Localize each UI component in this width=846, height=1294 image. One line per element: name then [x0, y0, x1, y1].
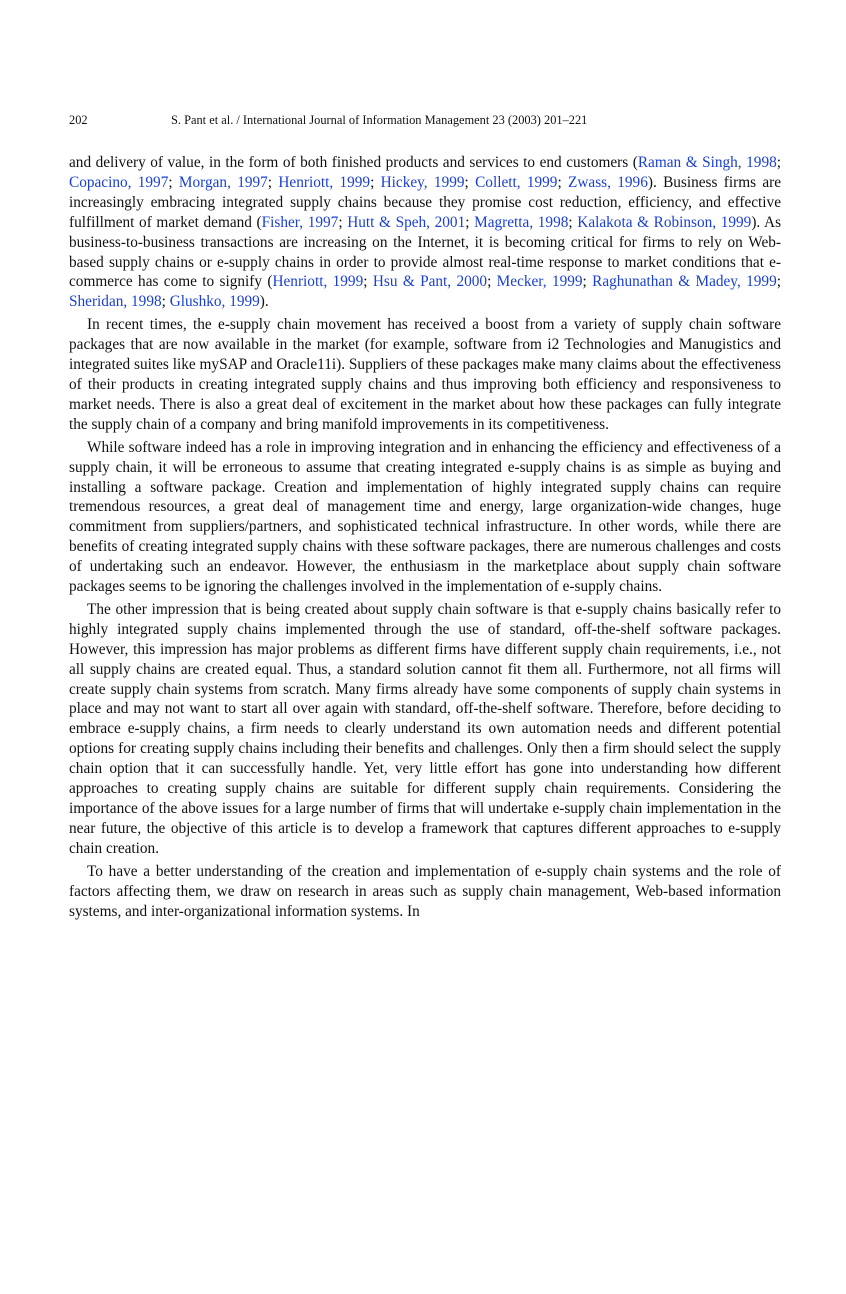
paragraph-text: ;: [568, 213, 578, 231]
paragraph-text: ). As business-to-business transactions are increasing on the Internet, it is becoming critical for firms to rely on Web-based supply chains or e-supply chains in order to provide almost real-time response to market conditions that e-commerce has come to signify (: [69, 213, 782, 291]
paragraph: [69, 315, 781, 434]
paragraph-text: ). Business firms are increasingly embracing integrated supply chains because they promise cost reduction, efficiency, and effective fulfillment of market demand (: [69, 173, 782, 231]
paragraph-text: To have a better understanding of the creation and implementation of e-supply chain systems and the role of factors affecting them, we draw on research in areas such as supply chain management, Web-based information systems, and inter-organizational information systems. In: [69, 862, 781, 920]
citation-link[interactable]: Raghunathan & Madey, 1999: [592, 273, 777, 291]
citation-link[interactable]: Hutt & Speh, 2001: [347, 213, 466, 231]
paragraph: [69, 153, 781, 312]
paragraph-text: ;: [557, 173, 569, 191]
paragraph-text: ).: [259, 293, 269, 311]
citation-link[interactable]: Glushko, 1999: [169, 293, 260, 311]
citation-link[interactable]: Henriott, 1999: [272, 273, 364, 291]
paragraph-text: In recent times, the e-supply chain movement has received a boost from a variety of supply chain software packages that are now available in the market (for example, software from i2 Technologies and Manugistics and integrated suites like mySAP and Oracle11i). Suppliers of these packages make many claims about the effectiveness of their products in creating integrated supply chains and thus improving both efficiency and responsiveness to market needs. There is also a great deal of excitement in the market about how these packages can fully integrate the supply chain of a company and bring manifold improvements in its competitiveness.: [69, 316, 781, 433]
paragraph-text: ;: [168, 173, 179, 191]
citation-link[interactable]: Hsu & Pant, 2000: [372, 273, 488, 291]
paragraph-text: ;: [776, 273, 781, 291]
paragraph: [69, 600, 781, 859]
paragraph-text: ;: [582, 273, 593, 291]
citation-link[interactable]: Copacino, 1997: [69, 173, 169, 191]
citation-link[interactable]: Collett, 1999: [475, 173, 558, 191]
citation-link[interactable]: Raman & Singh, 1998: [637, 154, 777, 171]
paragraph: [69, 438, 781, 597]
citation-link[interactable]: Magretta, 1998: [474, 213, 569, 231]
paragraph-text: ;: [161, 293, 170, 311]
citation-link[interactable]: Zwass, 1996: [568, 173, 648, 191]
page-number: 202: [69, 113, 88, 127]
body-text: [69, 153, 781, 921]
paragraph-text: ;: [370, 173, 381, 191]
paragraph: [69, 862, 781, 922]
citation-link[interactable]: Kalakota & Robinson, 1999: [577, 213, 752, 231]
paragraph-text: ;: [338, 213, 348, 231]
citation-link[interactable]: Mecker, 1999: [496, 273, 583, 291]
running-title: S. Pant et al. / International Journal of Information Management 23 (2003) 201–221: [171, 113, 588, 127]
paragraph-text: ;: [267, 173, 279, 191]
paragraph-text: ;: [487, 273, 497, 291]
paragraph-text: The other impression that is being created about supply chain software is that e-supply chains basically refer to highly integrated supply chains implemented through the use of standard, off-the-shelf software packages. However, this impression has major problems as different firms have different supply chain requirements, i.e., not all supply chains are created equal. Thus, a standard solution cannot fit them all. Furthermore, not all firms will create supply chain systems from scratch. Many firms already have some components of supply chain systems in place and may not want to start all over again with standard, off-the-shelf software. Therefore, before deciding to embrace e-supply chains, a firm needs to clearly understand its own automation needs and different potential options for creating supply chains including their benefits and challenges. Only then a firm should select the supply chain option that it can successfully handle. Yet, very little effort has gone into understanding how different approaches to creating supply chains are suitable for different supply chain requirements. Considering the importance of the above issues for a large number of firms that will undertake e-supply chain implementation in the near future, the objective of this article is to develop a framework that captures different approaches to e-supply chain creation.: [69, 600, 781, 857]
paragraph-text: While software indeed has a role in improving integration and in enhancing the efficiency and effectiveness of a supply chain, it will be erroneous to assume that creating integrated e-supply chains is as simple as buying and installing a software package. Creation and implementation of highly integrated supply chains can require tremendous resources, a great deal of management time and energy, large organization-wide changes, huge commitment from suppliers/partners, and sophisticated technical infrastructure. In other words, while there are benefits of creating integrated supply chains with these software packages, there are numerous challenges and costs of undertaking such an endeavor. However, the enthusiasm in the marketplace about supply chain software packages seems to be ignoring the challenges involved in the implementation of e-supply chains.: [69, 438, 781, 596]
paragraph-text: ;: [465, 213, 475, 231]
paragraph-text: and delivery of value, in the form of both finished products and services to end customers (: [69, 154, 638, 171]
citation-link[interactable]: Fisher, 1997: [261, 213, 339, 231]
citation-link[interactable]: Sheridan, 1998: [69, 293, 162, 311]
citation-link[interactable]: Hickey, 1999: [380, 173, 465, 191]
paragraph-text: ;: [776, 154, 781, 171]
citation-link[interactable]: Morgan, 1997: [178, 173, 268, 191]
paragraph-text: ;: [464, 173, 476, 191]
paragraph-text: ;: [363, 273, 373, 291]
citation-link[interactable]: Henriott, 1999: [278, 173, 371, 191]
